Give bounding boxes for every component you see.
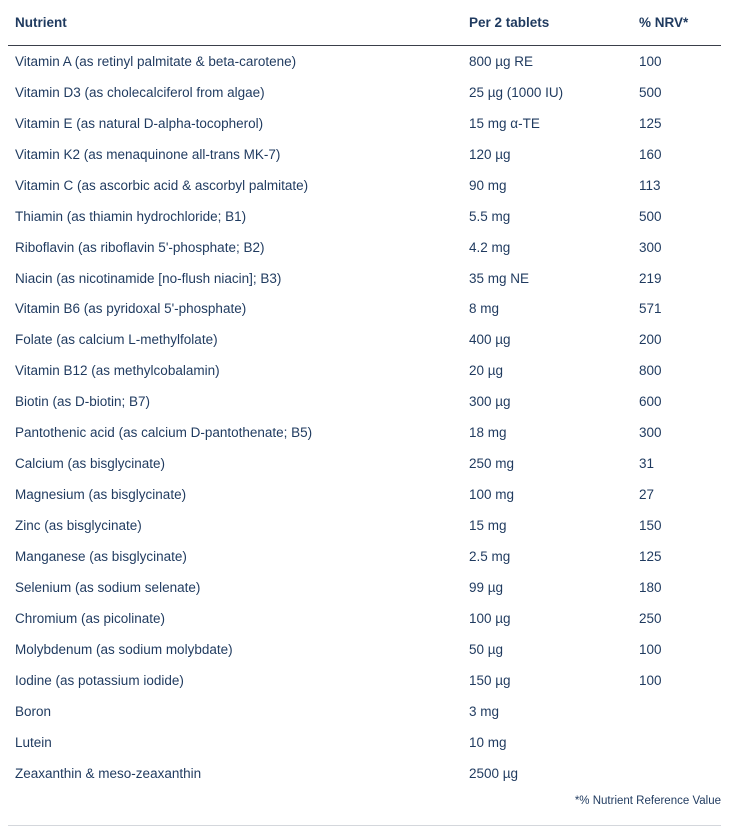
table-row — [8, 294, 721, 325]
table-row — [8, 108, 721, 139]
amount-cell: 5.5 mg — [469, 208, 511, 224]
nutrient-name-cell: Magnesium (as bisglycinate) — [15, 487, 187, 503]
nrv-cell: 125 — [639, 115, 662, 131]
amount-cell: 800 µg RE — [469, 53, 534, 69]
nutrient-name-cell: Vitamin K2 (as menaquinone all-trans MK-7) — [15, 146, 281, 162]
nutrient-name-cell: Calcium (as bisglycinate) — [15, 456, 166, 472]
nutrient-name-cell: Riboflavin (as riboflavin 5'-phosphate; B2) — [15, 239, 265, 255]
nrv-cell: 150 — [639, 518, 662, 534]
table-row — [8, 696, 721, 727]
amount-cell: 100 µg — [469, 610, 511, 626]
nrv-cell — [632, 727, 721, 758]
amount-cell: 99 µg — [469, 579, 504, 595]
nrv-cell: 300 — [639, 425, 662, 441]
nutrient-name-cell: Vitamin E (as natural D-alpha-tocopherol) — [15, 115, 264, 131]
table-row — [8, 201, 721, 232]
table-row — [8, 479, 721, 510]
nutrient-name-cell: Niacin (as nicotinamide [no-flush niacin]; B3) — [15, 270, 282, 286]
nrv-cell: 100 — [639, 53, 662, 69]
table-row — [8, 727, 721, 758]
nrv-cell: 113 — [639, 177, 661, 193]
nutrient-name-cell: Zinc (as bisglycinate) — [15, 518, 142, 534]
header-nrv: % NRV* — [632, 0, 721, 46]
nutrient-name-cell: Vitamin A (as retinyl palmitate & beta-carotene) — [15, 53, 297, 69]
amount-cell: 35 mg NE — [469, 270, 530, 286]
nrv-cell: 800 — [639, 363, 662, 379]
bottom-divider — [8, 825, 721, 826]
amount-cell: 50 µg — [469, 641, 504, 657]
amount-cell: 25 µg (1000 IU) — [469, 84, 564, 100]
nrv-cell: 200 — [639, 332, 662, 348]
nrv-cell: 250 — [639, 610, 662, 626]
amount-cell: 18 mg — [469, 425, 507, 441]
amount-cell: 300 µg — [469, 394, 511, 410]
nrv-cell: 31 — [639, 456, 655, 472]
nrv-cell: 27 — [639, 487, 655, 503]
nrv-cell: 500 — [639, 84, 662, 100]
table-header — [8, 0, 721, 46]
table-row — [8, 46, 721, 77]
header-nutrient: Nutrient — [8, 0, 462, 46]
table-row — [8, 139, 721, 170]
amount-cell: 150 µg — [469, 672, 511, 688]
nutrient-name-cell: Zeaxanthin & meso-zeaxanthin — [15, 765, 202, 781]
nutrient-name-cell: Vitamin B12 (as methylcobalamin) — [15, 363, 220, 379]
table-body — [8, 46, 721, 789]
nutrient-name-cell: Vitamin B6 (as pyridoxal 5'-phosphate) — [15, 301, 247, 317]
nrv-cell: 500 — [639, 208, 662, 224]
amount-cell: 100 mg — [469, 487, 515, 503]
amount-cell: 15 mg α-TE — [469, 115, 540, 131]
table-row — [8, 77, 721, 108]
nutrient-name-cell: Molybdenum (as sodium molybdate) — [15, 641, 233, 657]
nutrient-name-cell: Folate (as calcium L-methylfolate) — [15, 332, 218, 348]
nutrient-name-cell: Selenium (as sodium selenate) — [15, 579, 201, 595]
amount-cell: 90 mg — [469, 177, 507, 193]
nutrient-table — [8, 0, 721, 789]
table-row — [8, 510, 721, 541]
table-row — [8, 665, 721, 696]
nutrient-name-cell: Chromium (as picolinate) — [15, 610, 166, 626]
table-row — [8, 170, 721, 201]
table-row — [8, 572, 721, 603]
nrv-cell: 180 — [639, 579, 662, 595]
nrv-cell: 100 — [639, 672, 662, 688]
nrv-cell — [632, 758, 721, 789]
header-amount: Per 2 tablets — [462, 0, 632, 46]
nutrient-name-cell: Vitamin D3 (as cholecalciferol from algae) — [15, 84, 265, 100]
table-row — [8, 603, 721, 634]
nrv-cell: 600 — [639, 394, 662, 410]
amount-cell: 3 mg — [469, 703, 500, 719]
nrv-cell — [632, 696, 721, 727]
nutrient-name-cell: Pantothenic acid (as calcium D-pantothenate; B5) — [15, 425, 313, 441]
table-row — [8, 448, 721, 479]
nrv-cell: 300 — [639, 239, 662, 255]
nutrient-name-cell: Thiamin (as thiamin hydrochloride; B1) — [15, 208, 247, 224]
nrv-cell: 219 — [639, 270, 662, 286]
nrv-cell: 571 — [639, 301, 662, 317]
table-row — [8, 758, 721, 789]
table-row — [8, 634, 721, 665]
table-row — [8, 417, 721, 448]
nrv-footnote: *% Nutrient Reference Value — [574, 795, 721, 807]
amount-cell: 400 µg — [469, 332, 511, 348]
nutrient-name-cell: Manganese (as bisglycinate) — [15, 548, 187, 564]
header-row — [8, 0, 721, 46]
amount-cell: 10 mg — [469, 734, 507, 750]
amount-cell: 20 µg — [469, 363, 504, 379]
table-row — [8, 232, 721, 263]
amount-cell: 2500 µg — [469, 765, 519, 781]
amount-cell: 4.2 mg — [469, 239, 511, 255]
nutrient-name-cell: Boron — [15, 703, 52, 719]
table-row — [8, 386, 721, 417]
nutrient-name-cell: Lutein — [15, 734, 52, 750]
table-row — [8, 355, 721, 386]
nutrient-name-cell: Biotin (as D-biotin; B7) — [15, 394, 151, 410]
nutrient-name-cell: Vitamin C (as ascorbic acid & ascorbyl palmitate) — [15, 177, 309, 193]
amount-cell: 250 mg — [469, 456, 515, 472]
nrv-cell: 125 — [639, 548, 662, 564]
table-row — [8, 541, 721, 572]
amount-cell: 15 mg — [469, 518, 507, 534]
table-row — [8, 263, 721, 294]
nrv-cell: 100 — [639, 641, 662, 657]
nutrient-name-cell: Iodine (as potassium iodide) — [15, 672, 184, 688]
nrv-cell: 160 — [639, 146, 662, 162]
table-row — [8, 324, 721, 355]
amount-cell: 120 µg — [469, 146, 511, 162]
amount-cell: 8 mg — [469, 301, 500, 317]
amount-cell: 2.5 mg — [469, 548, 511, 564]
